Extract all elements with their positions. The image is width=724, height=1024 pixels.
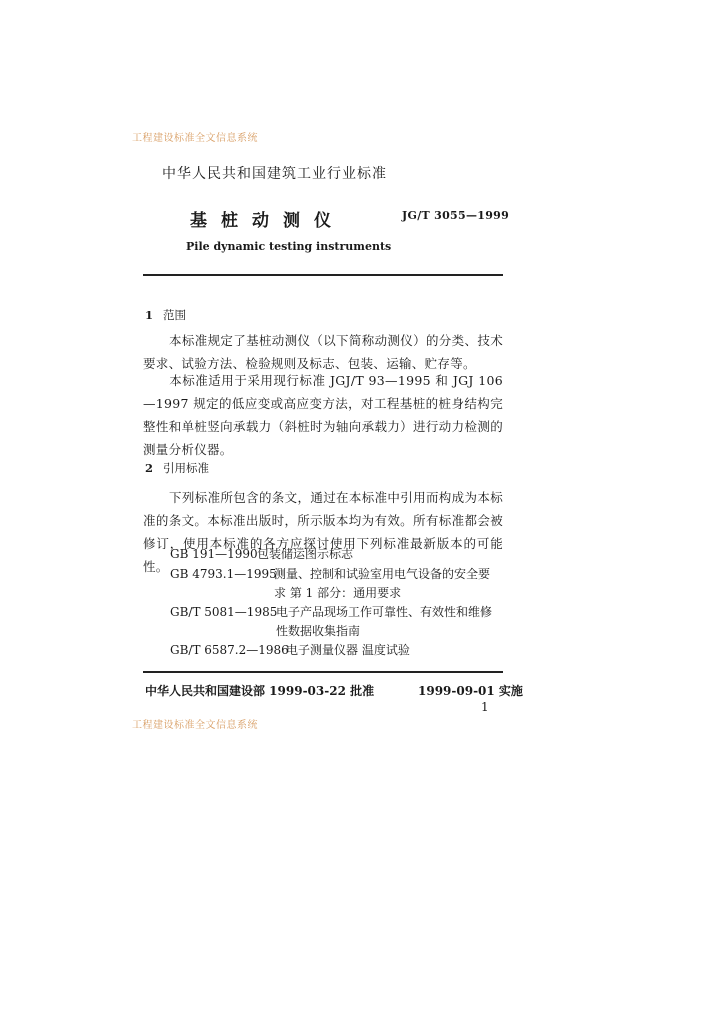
section-title: 范围 — [163, 308, 187, 322]
paragraph-scope-1: 本标准规定了基桩动测仪（以下简称动测仪）的分类、技术要求、试验方法、检验规则及标志、包装、运输、贮存等。 — [143, 333, 503, 371]
section-title: 引用标准 — [163, 461, 210, 475]
reference-code: GB/T 5081—1985 — [170, 605, 278, 619]
reference-item — [170, 603, 493, 638]
standard-organization: 中华人民共和国建筑工业行业标准 — [162, 166, 387, 182]
watermark-bottom: 工程建设标准全文信息系统 — [132, 720, 258, 731]
reference-title: 电子测量仪器 温度试验 — [286, 643, 410, 657]
page-number: 1 — [481, 700, 489, 714]
reference-title: 电子产品现场工作可靠性、有效性和维修 性数据收集指南 — [276, 605, 493, 638]
standard-title-cn: 基桩动测仪 — [190, 211, 345, 231]
watermark-top: 工程建设标准全文信息系统 — [132, 133, 258, 144]
section-heading-references — [145, 460, 209, 476]
footer-divider — [143, 671, 503, 673]
approval-statement: 中华人民共和国建设部 1999-03-22 批准 — [145, 684, 375, 698]
reference-item — [170, 641, 410, 660]
section-heading-scope — [145, 307, 186, 323]
section-number: 2 — [145, 461, 154, 475]
reference-code: GB 4793.1—1995 — [170, 567, 277, 581]
reference-title: 包装储运图示标志 — [257, 547, 354, 561]
header-divider — [143, 274, 503, 276]
standard-code: JG/T 3055—1999 — [402, 209, 510, 222]
reference-code: GB 191—1990 — [170, 547, 258, 561]
reference-title: 测量、控制和试验室用电气设备的安全要 求 第 1 部分：通用要求 — [274, 567, 491, 600]
standard-title-en: Pile dynamic testing instruments — [186, 240, 392, 253]
paragraph-scope-2: 本标准适用于采用现行标准 JGJ/T 93—1995 和 JGJ 106—1997 规定的低应变或高应变方法，对工程基桩的桩身结构完整性和单桩竖向承载力（斜桩时为轴向承载力）进行动力检测的测量分析仪器。 — [143, 373, 503, 457]
paragraph-references: 下列标准所包含的条文，通过在本标准中引用而构成为本标准的条文。本标准出版时，所示版本均为有效。所有标准都会被修订，使用本标准的各方应探讨使用下列标准最新版本的可能性。 — [143, 490, 503, 574]
reference-item — [170, 545, 354, 564]
section-number: 1 — [145, 308, 154, 322]
reference-item — [170, 565, 491, 600]
reference-code: GB/T 6587.2—1986 — [170, 643, 289, 657]
implementation-date: 1999-09-01 实施 — [418, 684, 523, 698]
